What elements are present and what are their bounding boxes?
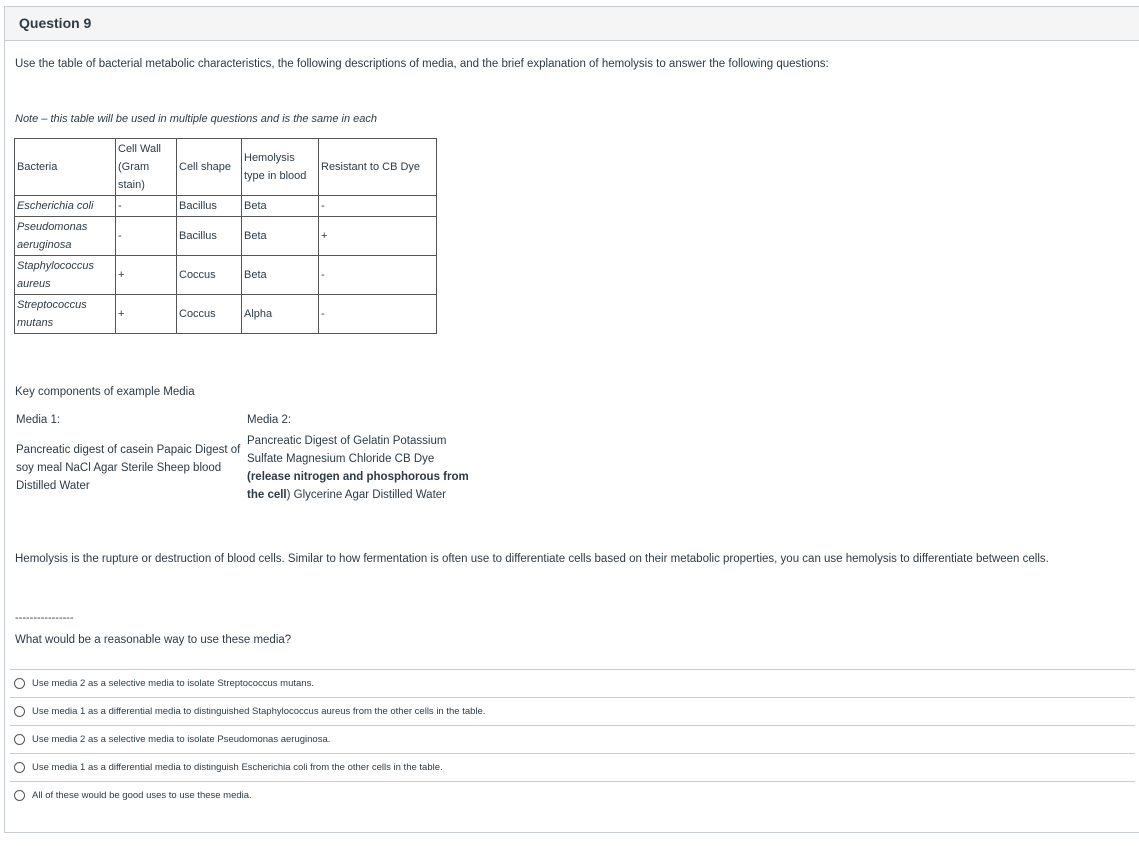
answer-label: Use media 1 as a differential media to distinguished Staphylococcus aureus from the other cells in the table. <box>32 706 486 717</box>
media2-components <box>247 432 469 504</box>
media1-components: Pancreatic digest of casein Papaic Digest of soy meal NaCl Agar Sterile Sheep blood Distilled Water <box>16 444 241 492</box>
answer-option[interactable] <box>10 753 1135 781</box>
table-cell: Coccus <box>177 295 242 334</box>
bacteria-name: Escherichia coli <box>15 196 116 217</box>
answer-option[interactable] <box>10 781 1135 809</box>
table-row <box>15 217 437 256</box>
header-cell: Cell shape <box>177 139 242 196</box>
table-note: Note – this table will be used in multiple questions and is the same in each <box>15 113 377 125</box>
media-heading: Key components of example Media <box>15 386 195 398</box>
media2-bold-text: (release nitrogen and phosphorous from the cell <box>247 471 469 501</box>
question-prompt: What would be a reasonable way to use these media? <box>15 634 292 646</box>
table-cell: Beta <box>242 256 319 295</box>
table-row <box>15 196 437 217</box>
header-cell: Cell Wall (Gram stain) <box>116 139 177 196</box>
answer-label: All of these would be good uses to use these media. <box>32 790 252 801</box>
radio-button[interactable] <box>14 734 25 745</box>
table-cell: - <box>116 217 177 256</box>
hemolysis-explanation: Hemolysis is the rupture or destruction of blood cells. Similar to how fermentation is often use to differentiate cells based on their metabolic properties, you can use hemolysis to differentiate between cells. <box>15 553 1049 565</box>
header-cell: Resistant to CB Dye <box>319 139 437 196</box>
radio-button[interactable] <box>14 790 25 801</box>
table-cell: Bacillus <box>177 217 242 256</box>
bacteria-name: Streptococcus mutans <box>15 295 116 334</box>
answer-option[interactable] <box>10 725 1135 753</box>
table-cell: - <box>116 196 177 217</box>
answer-list <box>10 669 1135 809</box>
header-cell: Hemolysis type in blood <box>242 139 319 196</box>
table-cell: + <box>319 217 437 256</box>
table-row <box>15 256 437 295</box>
answer-label: Use media 2 as a selective media to isolate Pseudomonas aeruginosa. <box>32 734 331 745</box>
question-title: Question 9 <box>5 7 1139 41</box>
bacteria-name: Pseudomonas aeruginosa <box>15 217 116 256</box>
table-cell: - <box>319 256 437 295</box>
radio-button[interactable] <box>14 678 25 689</box>
bacteria-table <box>14 138 437 334</box>
question-intro: Use the table of bacterial metabolic characteristics, the following descriptions of media, and the brief explanation of hemolysis to answer the following questions: <box>15 58 829 70</box>
table-cell: Beta <box>242 196 319 217</box>
table-cell: Coccus <box>177 256 242 295</box>
table-cell: - <box>319 295 437 334</box>
media2-title: Media 2: <box>247 414 292 426</box>
answer-option[interactable] <box>10 669 1135 697</box>
table-cell: Alpha <box>242 295 319 334</box>
media1-title: Media 1: <box>16 414 61 426</box>
bacteria-name: Staphylococcus aureus <box>15 256 116 295</box>
table-cell: - <box>319 196 437 217</box>
answer-option[interactable] <box>10 697 1135 725</box>
table-cell: Bacillus <box>177 196 242 217</box>
table-cell: + <box>116 295 177 334</box>
table-cell: + <box>116 256 177 295</box>
table-row <box>15 295 437 334</box>
divider-text: ---------------- <box>15 612 74 624</box>
answer-label: Use media 2 as a selective media to isolate Streptococcus mutans. <box>32 678 314 689</box>
header-cell: Bacteria <box>15 139 116 196</box>
table-header-row <box>15 139 437 196</box>
table-cell: Beta <box>242 217 319 256</box>
radio-button[interactable] <box>14 706 25 717</box>
radio-button[interactable] <box>14 762 25 773</box>
media2-text-end: ) Glycerine Agar Distilled Water <box>286 489 446 501</box>
media2-text: Pancreatic Digest of Gelatin Potassium Sulfate Magnesium Chloride CB Dye <box>247 435 447 465</box>
answer-label: Use media 1 as a differential media to distinguish Escherichia coli from the other cells in the table. <box>32 762 443 773</box>
